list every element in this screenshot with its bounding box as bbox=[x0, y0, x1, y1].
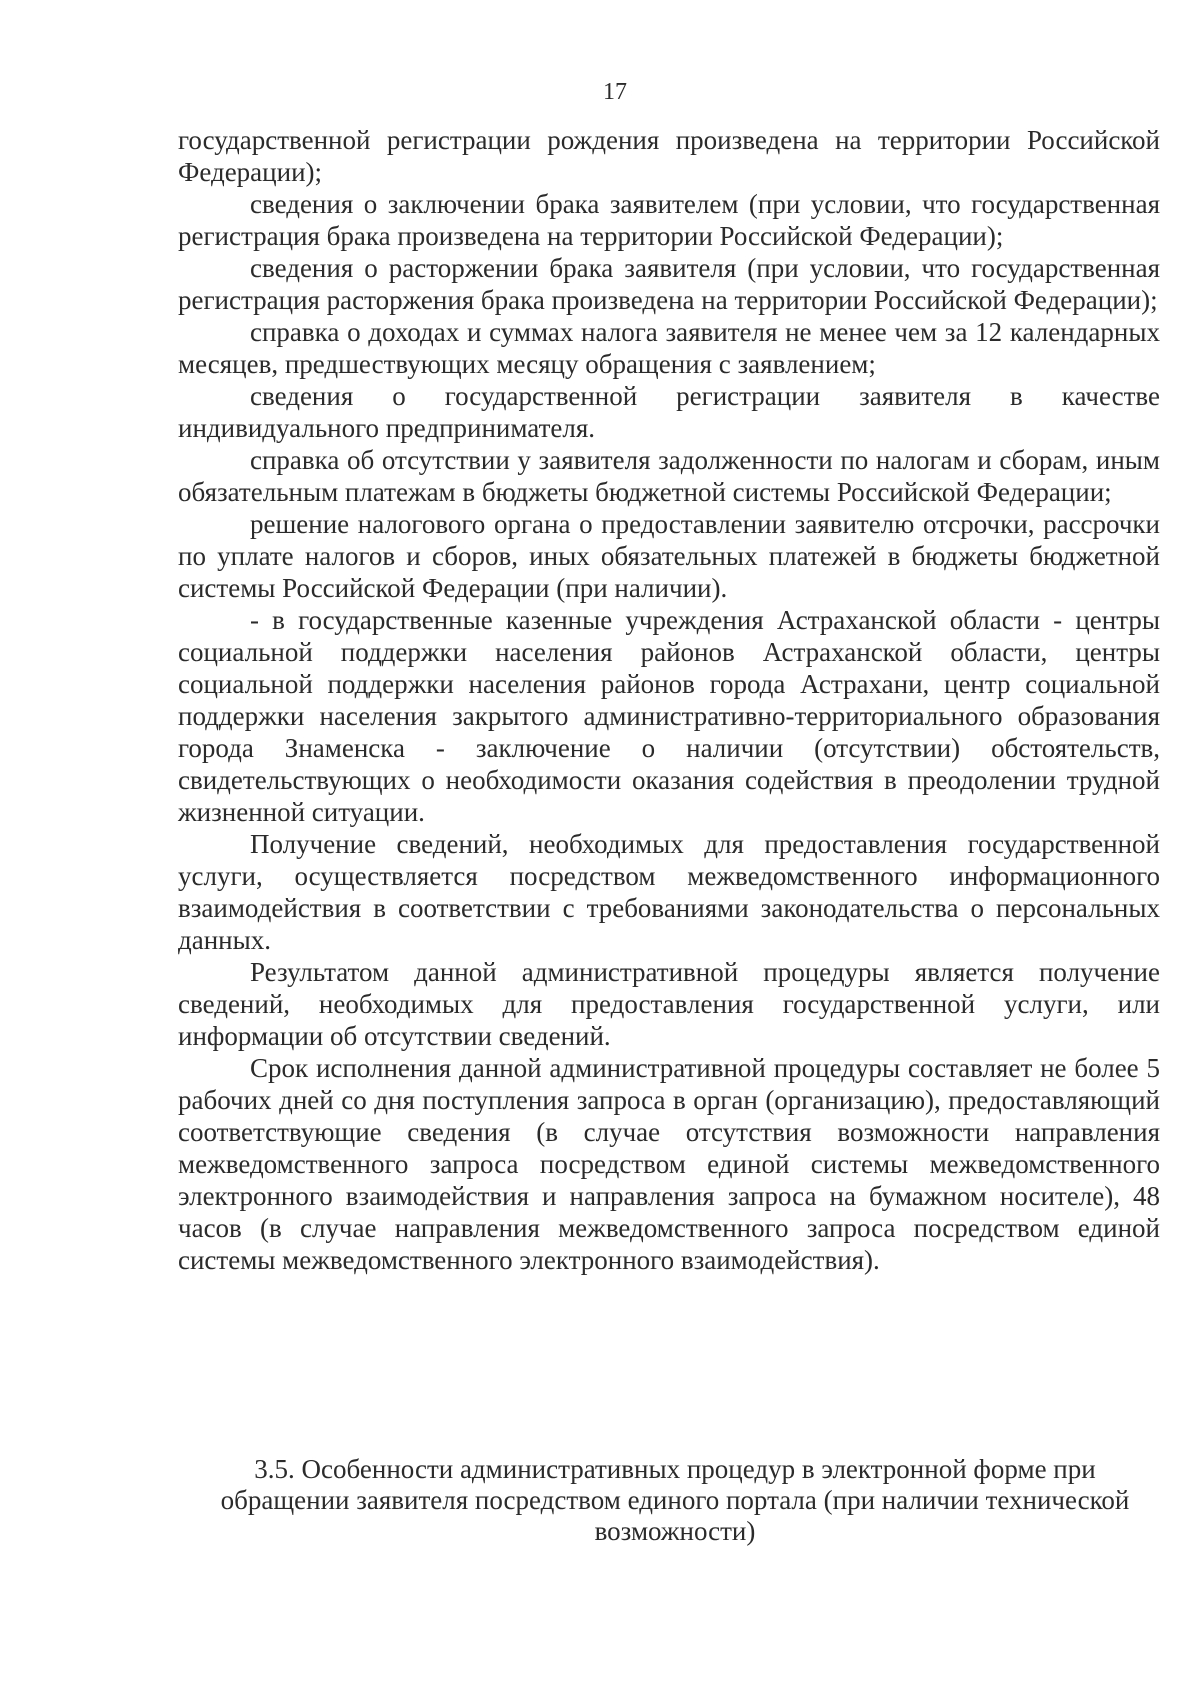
section-heading-line: обращении заявителя посредством единого портала (при наличии технической bbox=[220, 1485, 1130, 1515]
paragraph-marriage-info: сведения о заключении брака заявителем (при условии, что государственная регистрация брака произведена на территории Российской Федерации); bbox=[178, 189, 1160, 251]
paragraph-social-support-centers: - в государственные казенные учреждения Астраханской области - центры социальной поддержки населения районов Астраханской области, центры социальной поддержки населения районов города Астрахани, центр социальной поддержки населения закрытого административно-территориального образования города Знаменска - заключение о наличии (отсутствии) обстоятельств, свидетельствующих о необходимости оказания содействия в преодолении трудной жизненной ситуации. bbox=[178, 605, 1160, 827]
section-heading-line: возможности) bbox=[594, 1516, 756, 1546]
paragraph-procedure-term: Срок исполнения данной административной процедуры составляет не более 5 рабочих дней со дня поступления запроса в орган (организацию), предоставляющий соответствующие сведения (в случае отсутствия возможности направления межведомственного запроса посредством единой системы межведомственного электронного взаимодействия и направления запроса на бумажном носителе), 48 часов (в случае направления межведомственного запроса посредством единой системы межведомственного электронного взаимодействия). bbox=[178, 1053, 1160, 1275]
paragraph-divorce-info: сведения о расторжении брака заявителя (при условии, что государственная регистрация расторжения брака произведена на территории Российской Федерации); bbox=[178, 253, 1160, 315]
paragraph-procedure-result: Результатом данной административной процедуры является получение сведений, необходимых для предоставления государственной услуги, или информации об отсутствии сведений. bbox=[178, 957, 1160, 1051]
paragraph-tax-debt-certificate: справка об отсутствии у заявителя задолженности по налогам и сборам, иным обязательным платежам в бюджеты бюджетной системы Российской Федерации; bbox=[178, 445, 1160, 507]
document-body bbox=[178, 124, 1160, 1276]
paragraph-continuation: государственной регистрации рождения произведена на территории Российской Федерации); bbox=[178, 125, 1160, 187]
section-heading-line: 3.5. Особенности административных процедур в электронной форме при bbox=[254, 1454, 1096, 1484]
paragraph-income-certificate: справка о доходах и суммах налога заявителя не менее чем за 12 календарных месяцев, предшествующих месяцу обращения с заявлением; bbox=[178, 317, 1160, 379]
paragraph-tax-deferral-decision: решение налогового органа о предоставлении заявителю отсрочки, рассрочки по уплате налогов и сборов, иных обязательных платежей в бюджеты бюджетной системы Российской Федерации (при наличии). bbox=[178, 509, 1160, 603]
section-heading bbox=[190, 1454, 1160, 1547]
paragraph-entrepreneur-registration: сведения о государственной регистрации заявителя в качестве индивидуального предпринимателя. bbox=[178, 381, 1160, 443]
paragraph-interagency-interaction: Получение сведений, необходимых для предоставления государственной услуги, осуществляется посредством межведомственного информационного взаимодействия в соответствии с требованиями законодательства о персональных данных. bbox=[178, 829, 1160, 955]
page-number: 17 bbox=[603, 79, 627, 105]
